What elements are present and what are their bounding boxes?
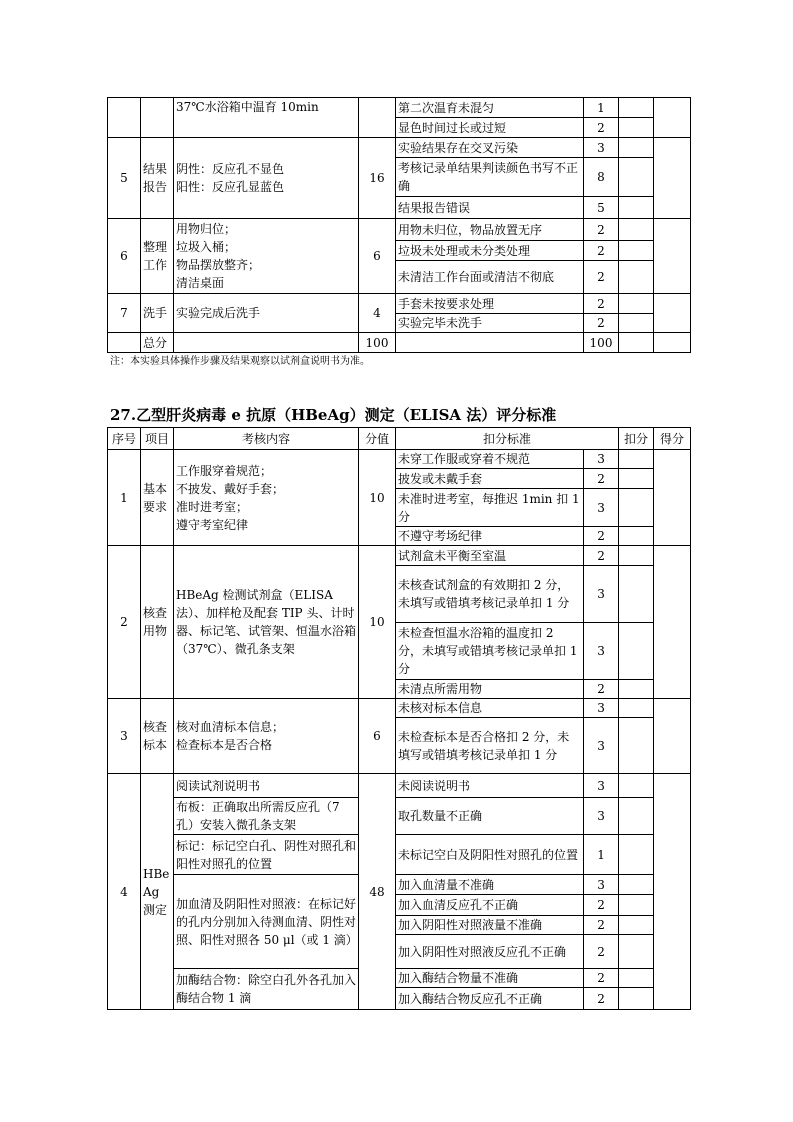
deduction-points: 2 (584, 935, 619, 969)
item-name: HBe Ag 测定 (141, 774, 174, 1010)
score-got-input[interactable] (654, 294, 691, 333)
deduction-criterion: 显色时间过长或过短 (396, 118, 584, 138)
item-score: 6 (359, 699, 396, 774)
deducted-input[interactable] (619, 527, 654, 546)
assessment-content: 加血清及阴阳性对照液：在标记好的孔内分别加入待测血清、阴性对照、阳性对照各 50 μl（或 1 滴） (174, 875, 359, 969)
deduction-criterion: 未清洁工作台面或清洁不彻底 (396, 261, 584, 294)
score-got-input[interactable] (654, 774, 691, 1010)
total-content (174, 333, 359, 353)
deduction-points: 3 (584, 718, 619, 774)
scoring-table-continued (107, 97, 691, 353)
table-row (108, 98, 691, 118)
deduction-criterion: 加入血清反应孔不正确 (396, 895, 584, 916)
assessment-content: 37℃水浴箱中温育 10min (174, 98, 359, 138)
deduction-criterion: 用物未归位，物品放置无序 (396, 219, 584, 241)
deducted-input[interactable] (619, 969, 654, 988)
total-got (654, 333, 691, 353)
item-name (141, 98, 174, 138)
deducted-input[interactable] (619, 774, 654, 798)
deducted-input[interactable] (619, 935, 654, 969)
item-score: 10 (359, 450, 396, 546)
deducted-input[interactable] (619, 623, 654, 680)
assessment-content: 核对血清标本信息； 检查标本是否合格 (174, 699, 359, 774)
deduction-points: 2 (584, 469, 619, 489)
deduction-criterion: 垃圾未处理或未分类处理 (396, 241, 584, 261)
table-row (108, 138, 691, 158)
header-got: 得分 (654, 428, 691, 450)
deducted-input[interactable] (619, 835, 654, 875)
header-criteria: 扣分标准 (396, 428, 619, 450)
table-row (108, 798, 691, 835)
deducted-input[interactable] (619, 261, 654, 294)
deduction-criterion: 手套未按要求处理 (396, 294, 584, 314)
assessment-content: 用物归位； 垃圾入桶； 物品摆放整齐； 清洁桌面 (174, 219, 359, 294)
deducted-input[interactable] (619, 680, 654, 699)
deduction-criterion: 考核记录单结果判读颜色书写不正确 (396, 158, 584, 197)
assessment-content: 标记：标记空白孔、阴性对照孔和阳性对照孔的位置 (174, 835, 359, 875)
assessment-content: 实验完成后洗手 (174, 294, 359, 333)
deducted-input[interactable] (619, 546, 654, 566)
deduction-criterion: 未核对标本信息 (396, 699, 584, 718)
header-score: 分值 (359, 428, 396, 450)
deduction-criterion: 取孔数量不正确 (396, 798, 584, 835)
footnote: 注：本实验具体操作步骤及结果观察以试剂盒说明书为准。 (110, 356, 370, 367)
header-row (108, 428, 691, 450)
deducted-input[interactable] (619, 916, 654, 935)
deduction-points: 3 (584, 699, 619, 718)
deduction-points: 2 (584, 680, 619, 699)
item-score: 16 (359, 138, 396, 219)
assessment-content: 布板：正确取出所需反应孔（7 孔）安装入微孔条支架 (174, 798, 359, 835)
table-row (108, 294, 691, 314)
deduction-points: 3 (584, 566, 619, 623)
deduction-points: 2 (584, 969, 619, 988)
deducted-input[interactable] (619, 294, 654, 314)
item-number: 2 (108, 546, 141, 699)
score-got-input[interactable] (654, 138, 691, 219)
deduction-points: 2 (584, 118, 619, 138)
deduction-criterion: 未准时进考室，每推迟 1min 扣 1 分 (396, 489, 584, 527)
deduction-points: 5 (584, 197, 619, 219)
deduction-points: 3 (584, 875, 619, 895)
item-name: 基本 要求 (141, 450, 174, 546)
deduction-points: 2 (584, 261, 619, 294)
item-number: 6 (108, 219, 141, 294)
deduction-criterion: 加入血清量不准确 (396, 875, 584, 895)
header-no: 序号 (108, 428, 141, 450)
item-score: 6 (359, 219, 396, 294)
table-row (108, 219, 691, 241)
deduction-points: 3 (584, 798, 619, 835)
deduction-points: 2 (584, 314, 619, 333)
deduction-points: 2 (584, 294, 619, 314)
item-number: 5 (108, 138, 141, 219)
item-number (108, 98, 141, 138)
deduction-points: 3 (584, 623, 619, 680)
deduction-points: 2 (584, 219, 619, 241)
deducted-input[interactable] (619, 241, 654, 261)
item-score: 4 (359, 294, 396, 333)
deducted-input[interactable] (619, 450, 654, 469)
scoring-table-hbeag (107, 427, 691, 1010)
deduction-criterion: 加入酶结合物量不准确 (396, 969, 584, 988)
deducted-input[interactable] (619, 875, 654, 895)
deduction-criterion: 披发或未戴手套 (396, 469, 584, 489)
header-deduct: 扣分 (619, 428, 654, 450)
deduction-criterion: 加入阴阳性对照液量不准确 (396, 916, 584, 935)
assessment-content: 阴性：反应孔不显色 阳性：反应孔显蓝色 (174, 138, 359, 219)
score-got-input[interactable] (654, 546, 691, 699)
deduction-criterion: 实验完毕未洗手 (396, 314, 584, 333)
assessment-content: 工作服穿着规范； 不披发、戴好手套； 准时进考室； 遵守考室纪律 (174, 450, 359, 546)
table-row (108, 875, 691, 895)
item-name: 结果 报告 (141, 138, 174, 219)
table-row (108, 450, 691, 469)
deduction-points: 2 (584, 527, 619, 546)
deducted-input[interactable] (619, 895, 654, 916)
deducted-input[interactable] (619, 988, 654, 1010)
deducted-input[interactable] (619, 158, 654, 197)
deducted-input[interactable] (619, 314, 654, 333)
deduction-points: 2 (584, 895, 619, 916)
table-row (108, 699, 691, 718)
item-name: 核查 标本 (141, 699, 174, 774)
score-got-input[interactable] (654, 450, 691, 546)
deducted-input[interactable] (619, 718, 654, 774)
table-row (108, 969, 691, 988)
total-score: 100 (359, 333, 396, 353)
header-content: 考核内容 (174, 428, 359, 450)
table-row (108, 546, 691, 566)
deduction-points: 8 (584, 158, 619, 197)
deduction-criterion: 第二次温育未混匀 (396, 98, 584, 118)
deduction-criterion: 不遵守考场纪律 (396, 527, 584, 546)
deduction-criterion: 加入酶结合物反应孔不正确 (396, 988, 584, 1010)
item-score: 10 (359, 546, 396, 699)
deduction-criterion: 未穿工作服或穿着不规范 (396, 450, 584, 469)
deduction-points: 3 (584, 774, 619, 798)
score-got-input[interactable] (654, 699, 691, 774)
deduction-points: 1 (584, 835, 619, 875)
total-deducted (619, 333, 654, 353)
table-row (108, 835, 691, 875)
deduction-criterion: 未核查试剂盒的有效期扣 2 分，未填写或错填考核记录单扣 1 分 (396, 566, 584, 623)
deducted-input[interactable] (619, 798, 654, 835)
deduction-criterion: 未检查标本是否合格扣 2 分，未填写或错填考核记录单扣 1 分 (396, 718, 584, 774)
score-got-input[interactable] (654, 219, 691, 294)
deducted-input[interactable] (619, 469, 654, 489)
total-no (108, 333, 141, 353)
total-label: 总分 (141, 333, 174, 353)
deduction-criterion: 未检查恒温水浴箱的温度扣 2 分，未填写或错填考核记录单扣 1 分 (396, 623, 584, 680)
deducted-input[interactable] (619, 699, 654, 718)
deducted-input[interactable] (619, 566, 654, 623)
item-name: 洗手 (141, 294, 174, 333)
deduction-points: 2 (584, 241, 619, 261)
deducted-input[interactable] (619, 138, 654, 158)
deducted-input[interactable] (619, 197, 654, 219)
deduction-points: 2 (584, 988, 619, 1010)
deducted-input[interactable] (619, 118, 654, 138)
item-name: 核查 用物 (141, 546, 174, 699)
deduction-points: 3 (584, 138, 619, 158)
item-number: 7 (108, 294, 141, 333)
total-points: 100 (584, 333, 619, 353)
deduction-points: 3 (584, 450, 619, 469)
item-name: 整理 工作 (141, 219, 174, 294)
table-row (108, 774, 691, 798)
assessment-content: 阅读试剂说明书 (174, 774, 359, 798)
score-got-input[interactable] (654, 98, 691, 138)
item-number: 4 (108, 774, 141, 1010)
deduction-criterion: 未清点所需用物 (396, 680, 584, 699)
section-title: 27.乙型肝炎病毒 e 抗原（HBeAg）测定（ELISA 法）评分标准 (110, 406, 557, 424)
deduction-points: 1 (584, 98, 619, 118)
assessment-content: 加酶结合物：除空白孔外各孔加入酶结合物 1 滴 (174, 969, 359, 1010)
deduction-points: 2 (584, 546, 619, 566)
deduction-criterion: 加入阴阳性对照液反应孔不正确 (396, 935, 584, 969)
item-number: 1 (108, 450, 141, 546)
deduction-points: 3 (584, 489, 619, 527)
total-criteria (396, 333, 584, 353)
deducted-input[interactable] (619, 489, 654, 527)
deduction-criterion: 结果报告错误 (396, 197, 584, 219)
deducted-input[interactable] (619, 98, 654, 118)
assessment-content: HBeAg 检测试剂盒（ELISA 法）、加样枪及配套 TIP 头、计时器、标记笔、试管架、恒温水浴箱（37℃）、微孔条支架 (174, 546, 359, 699)
deduction-criterion: 未标记空白及阴阳性对照孔的位置 (396, 835, 584, 875)
deduction-criterion: 未阅读说明书 (396, 774, 584, 798)
total-row (108, 333, 691, 353)
item-score (359, 98, 396, 138)
deduction-criterion: 实验结果存在交叉污染 (396, 138, 584, 158)
deduction-criterion: 试剂盒未平衡至室温 (396, 546, 584, 566)
header-item: 项目 (141, 428, 174, 450)
deduction-points: 2 (584, 916, 619, 935)
item-score: 48 (359, 774, 396, 1010)
deducted-input[interactable] (619, 219, 654, 241)
item-number: 3 (108, 699, 141, 774)
